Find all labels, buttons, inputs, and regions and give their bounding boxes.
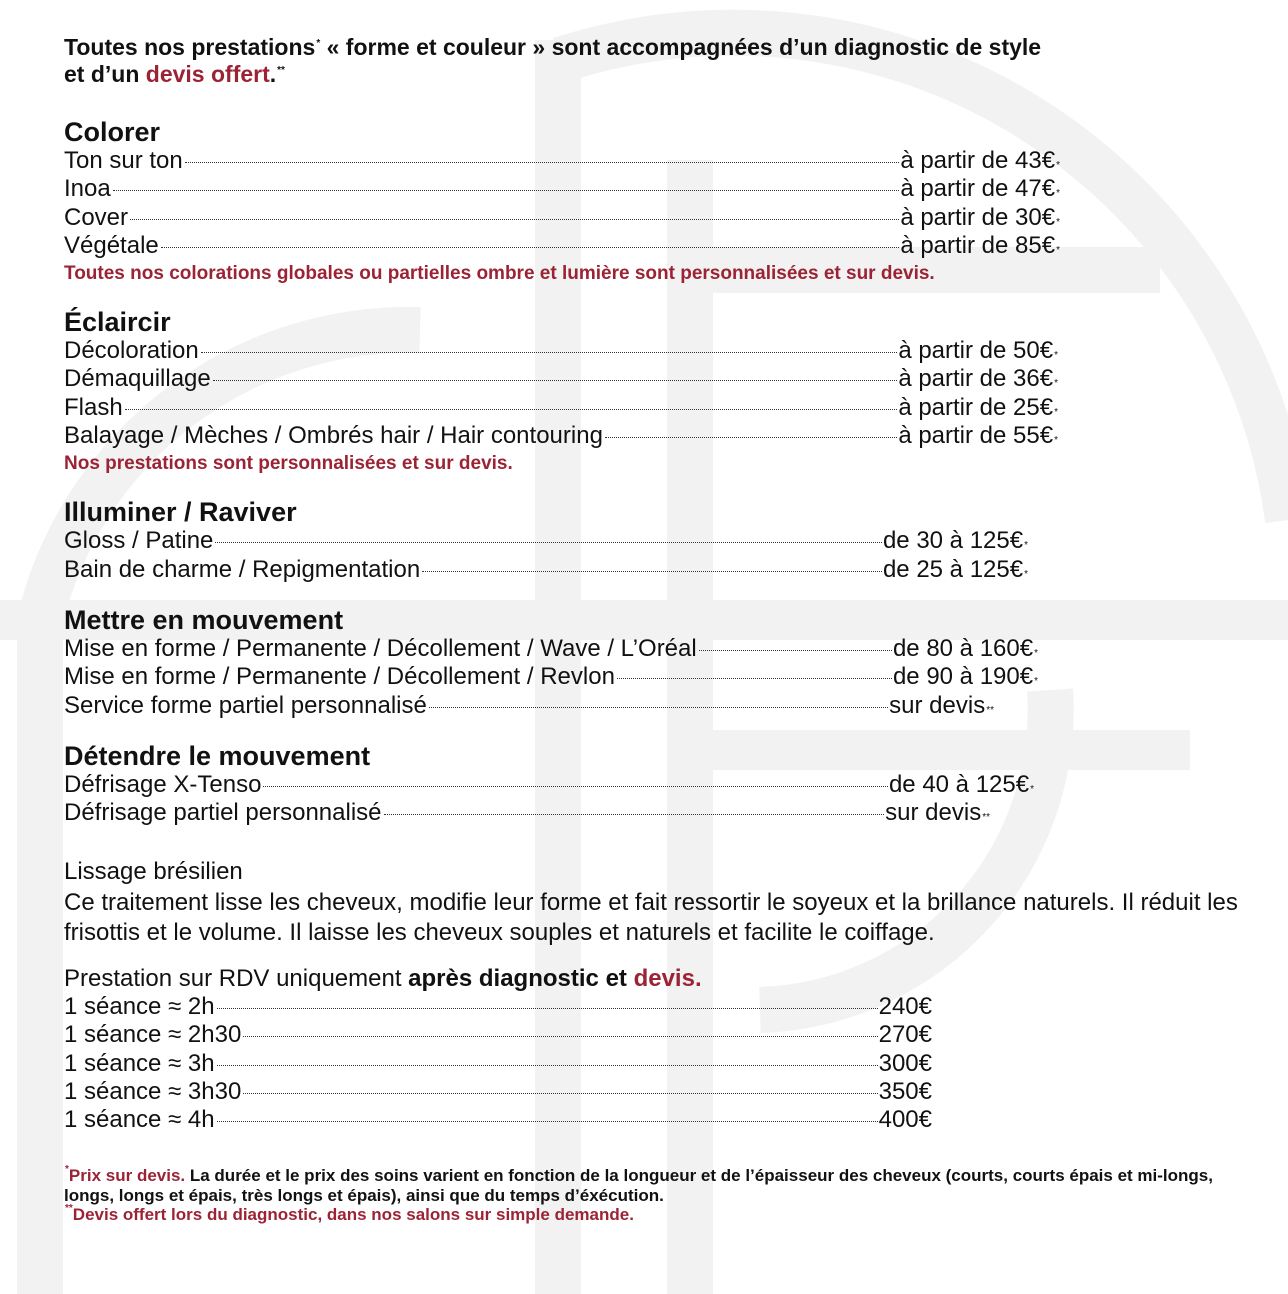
- dot-leader: [213, 380, 898, 381]
- section-note: Nos prestations sont personnalisées et sur devis.: [64, 453, 513, 475]
- price-row: Inoa à partir de 47€ *: [64, 175, 1060, 203]
- section-title: Mettre en mouvement: [64, 604, 344, 635]
- dot-leader: [429, 707, 888, 708]
- section-illuminer: [64, 498, 1244, 584]
- dot-leader: [384, 814, 885, 815]
- price-row: Décoloration à partir de 50€ *: [64, 337, 1058, 365]
- rdv-block: [64, 965, 1244, 1134]
- dot-leader: [113, 190, 900, 191]
- price-row: Bain de charme / Repigmentation de 25 à 125€ *: [64, 555, 1028, 583]
- rdv-text: Prestation sur RDV uniquement après diagnostic et devis.: [64, 964, 702, 992]
- dot-leader: [699, 650, 892, 651]
- price-list: [64, 34, 1244, 1225]
- price-row: Défrisage partiel personnalisé sur devis **: [64, 799, 990, 827]
- dot-leader: [125, 409, 898, 410]
- price-row: Flash à partir de 25€ *: [64, 393, 1058, 421]
- footnote-1: *Prix sur devis. La durée et le prix des soins varient en fonction de la longueur et de l’épaisseur des cheveux (courts, courts épais et mi-longs, longs, longs et épais, très longs et épais), ainsi que du temps d’éxécution.: [64, 1164, 1213, 1205]
- price-row: Cover à partir de 30€ *: [64, 203, 1060, 231]
- lissage-description: Ce traitement lisse les cheveux, modifie leur forme et fait ressortir le soyeux et la brillance naturels. Il réduit les frisottis et le volume. Il laisse les cheveux souples et naturels et facilite le coiffage.: [64, 888, 1238, 947]
- dot-leader: [263, 786, 888, 787]
- lissage-block: [64, 857, 1244, 949]
- section-mouvement: [64, 606, 1244, 720]
- price-row: 1 séance ≈ 2h30 270€: [64, 1021, 932, 1049]
- price-row: Végétale à partir de 85€ *: [64, 231, 1060, 259]
- section-title: Illuminer / Raviver: [64, 497, 297, 528]
- dot-leader: [217, 1065, 878, 1066]
- price-row: 1 séance ≈ 2h 240€: [64, 992, 932, 1020]
- section-title: Détendre le mouvement: [64, 740, 371, 771]
- price-row: Gloss / Patine de 30 à 125€ *: [64, 527, 1028, 555]
- price-row: 1 séance ≈ 3h30 350€: [64, 1077, 932, 1105]
- lissage-title: Lissage brésilien: [64, 858, 243, 886]
- section-title: Colorer: [64, 117, 161, 147]
- dot-leader: [161, 247, 900, 248]
- dot-leader: [130, 219, 899, 220]
- section-colorer: [64, 118, 1244, 286]
- price-row: 1 séance ≈ 4h 400€: [64, 1106, 932, 1134]
- dot-leader: [243, 1093, 877, 1094]
- price-row: Défrisage X-Tenso de 40 à 125€ *: [64, 770, 1034, 798]
- section-detendre: [64, 742, 1244, 828]
- dot-leader: [201, 352, 898, 353]
- price-row: Démaquillage à partir de 36€ *: [64, 365, 1058, 393]
- section-eclaircir: [64, 308, 1244, 476]
- dot-leader: [605, 437, 897, 438]
- dot-leader: [217, 1121, 878, 1122]
- section-note: Toutes nos colorations globales ou partielles ombre et lumière sont personnalisées et sur devis.: [64, 263, 935, 285]
- dot-leader: [217, 1008, 878, 1009]
- price-row: Service forme partiel personnalisé sur devis **: [64, 691, 994, 719]
- price-row: 1 séance ≈ 3h 300€: [64, 1049, 932, 1077]
- price-row: Balayage / Mèches / Ombrés hair / Hair contouring à partir de 55€ *: [64, 422, 1058, 450]
- dot-leader: [617, 678, 892, 679]
- section-title: Éclaircir: [64, 307, 171, 338]
- footnote-2: **Devis offert lors du diagnostic, dans nos salons sur simple demande.: [65, 1203, 634, 1225]
- intro-text: Toutes nos prestations* « forme et couleur » sont accompagnées d’un diagnostic de style et d’un devis offert.**: [64, 34, 1042, 87]
- dot-leader: [243, 1036, 877, 1037]
- devis-offert-highlight: devis offert: [145, 61, 270, 87]
- dot-leader: [185, 162, 900, 163]
- dot-leader: [422, 571, 882, 572]
- footnotes: [64, 1166, 1244, 1225]
- price-row: Mise en forme / Permanente / Décollement / Wave / L’Oréal de 80 à 160€ *: [64, 634, 1038, 662]
- price-row: Mise en forme / Permanente / Décollement / Revlon de 90 à 190€ *: [64, 663, 1038, 691]
- dot-leader: [215, 542, 882, 543]
- price-row: Ton sur ton à partir de 43€ *: [64, 147, 1060, 174]
